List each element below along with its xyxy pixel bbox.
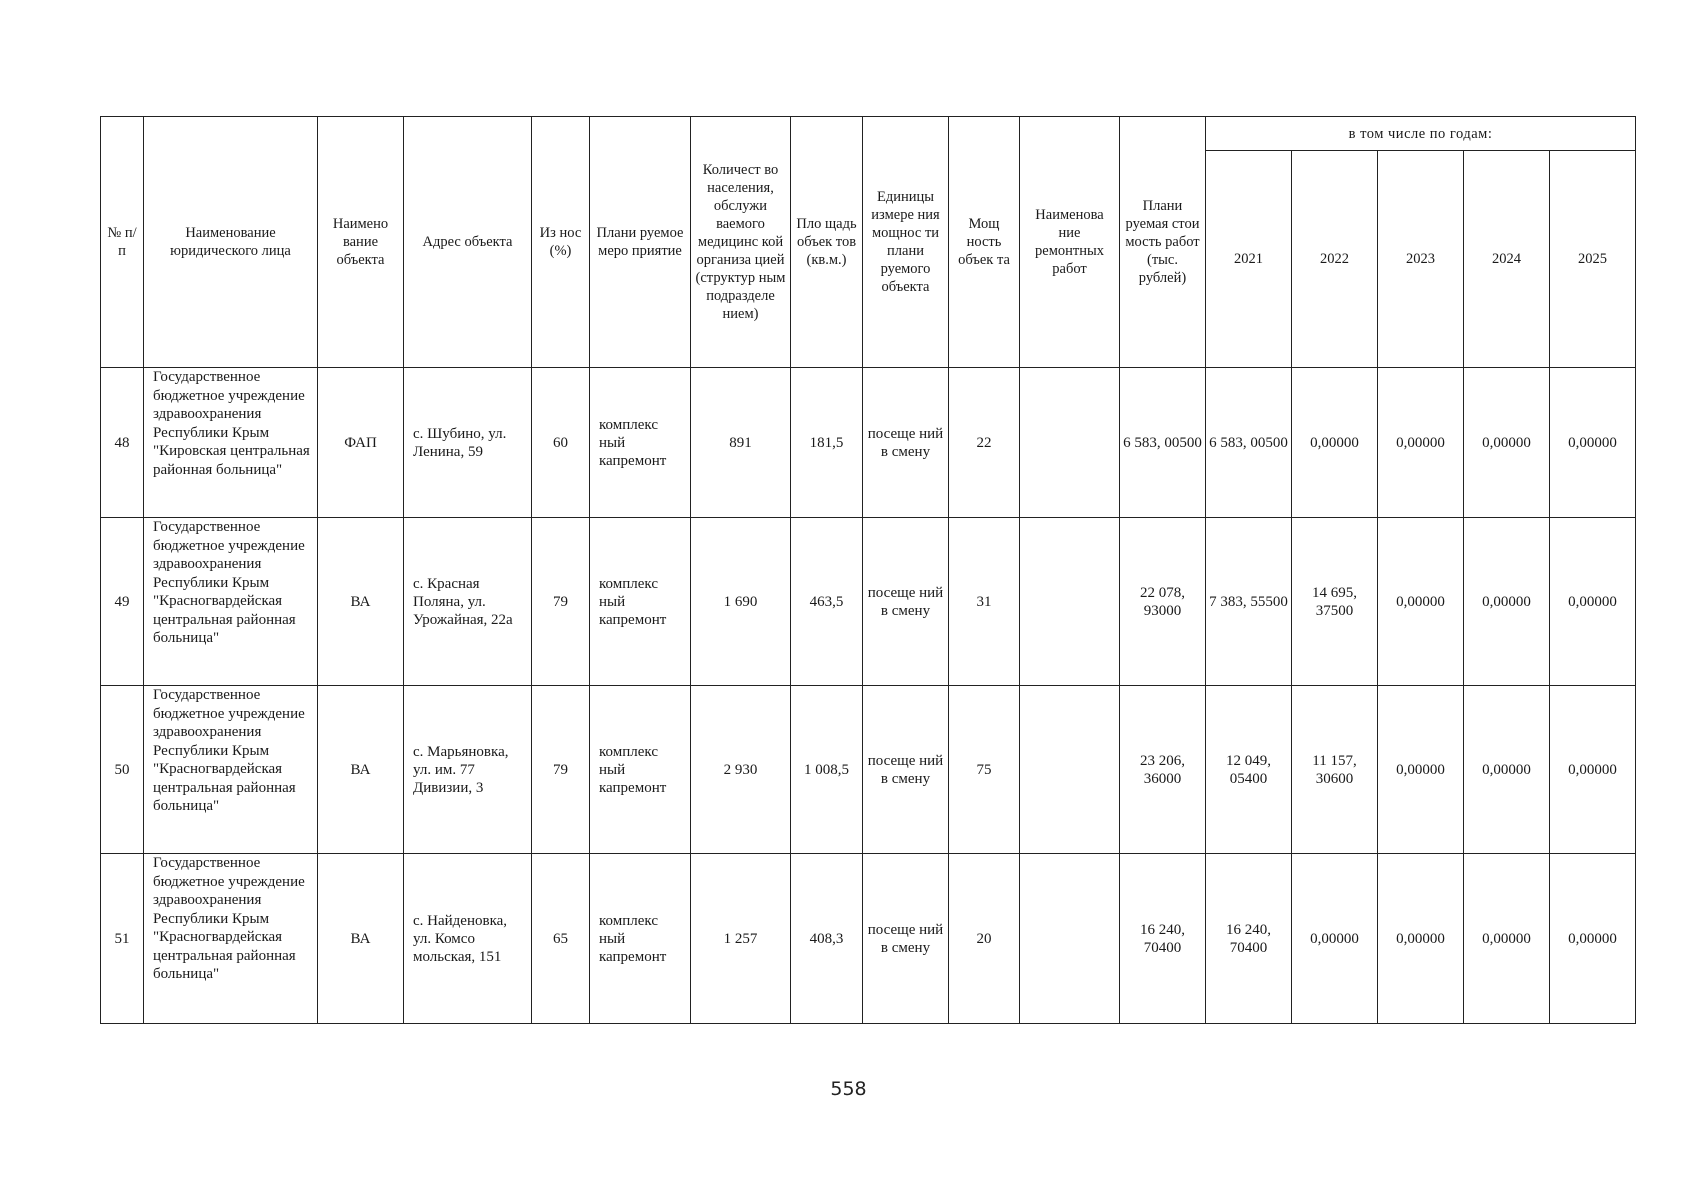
col-header-capacity-units: Единицы измере ния мощнос ти плани руемого объекта [863,117,949,368]
cell-object-name: ВА [318,518,404,686]
cell-year-2023: 0,00000 [1378,686,1464,854]
col-header-legal-name: Наименование юридического лица [144,117,318,368]
cell-population: 1 257 [691,854,791,1024]
col-header-measure: Плани руемое меро приятие [590,117,691,368]
cell-capacity: 20 [949,854,1020,1024]
cell-planned-cost: 16 240, 70400 [1120,854,1206,1024]
cell-address: с. Шубино, ул. Ленина, 59 [404,368,532,518]
cell-year-2022: 0,00000 [1292,854,1378,1024]
table-row [101,518,1636,686]
cell-area: 181,5 [791,368,863,518]
col-header-wear: Из нос (%) [532,117,590,368]
cell-population: 1 690 [691,518,791,686]
page-number: 558 [830,1078,867,1100]
cell-measure: комплекс ный капремонт [590,368,691,518]
cell-address: с. Найденовка, ул. Комсо мольская, 151 [404,854,532,1024]
cell-planned-cost: 22 078, 93000 [1120,518,1206,686]
cell-repair-works [1020,368,1120,518]
cell-year-2021: 12 049, 05400 [1206,686,1292,854]
cell-capacity: 22 [949,368,1020,518]
table-row [101,854,1636,1024]
cell-area: 463,5 [791,518,863,686]
cell-wear: 79 [532,518,590,686]
col-header-planned-cost: Плани руемая стои мость работ (тыс. рублей) [1120,117,1206,368]
cell-planned-cost: 6 583, 00500 [1120,368,1206,518]
cell-num: 51 [101,854,144,1024]
header-row-top [101,117,1636,151]
cell-year-2024: 0,00000 [1464,518,1550,686]
col-header-address: Адрес объекта [404,117,532,368]
col-header-year-2025: 2025 [1550,151,1636,368]
cell-wear: 65 [532,854,590,1024]
cell-year-2022: 14 695, 37500 [1292,518,1378,686]
cell-legal-name: Государственное бюджетное учреждение здравоохранения Республики Крым "Кировская центральная районная больница" [144,368,318,518]
cell-object-name: ВА [318,686,404,854]
cell-wear: 79 [532,686,590,854]
col-header-year-2024: 2024 [1464,151,1550,368]
col-header-year-2023: 2023 [1378,151,1464,368]
cell-year-2023: 0,00000 [1378,854,1464,1024]
cell-year-2025: 0,00000 [1550,368,1636,518]
cell-num: 49 [101,518,144,686]
cell-legal-name: Государственное бюджетное учреждение здравоохранения Республики Крым "Красногвардейская центральная районная больница" [144,686,318,854]
cell-year-2024: 0,00000 [1464,686,1550,854]
cell-repair-works [1020,686,1120,854]
col-header-population: Количест во населения, обслужи ваемого медицинс кой организа цией (структур ным подразделе нием) [691,117,791,368]
cell-num: 48 [101,368,144,518]
repair-plan-table [100,116,1636,1024]
cell-year-2021: 16 240, 70400 [1206,854,1292,1024]
cell-address: с. Марьяновка, ул. им. 77 Дивизии, 3 [404,686,532,854]
col-header-years-caption: в том числе по годам: [1206,117,1636,151]
cell-capacity-units: посеще ний в смену [863,368,949,518]
cell-capacity-units: посеще ний в смену [863,518,949,686]
cell-population: 2 930 [691,686,791,854]
col-header-object-name: Наимено вание объекта [318,117,404,368]
cell-area: 408,3 [791,854,863,1024]
cell-num: 50 [101,686,144,854]
cell-legal-name: Государственное бюджетное учреждение здравоохранения Республики Крым "Красногвардейская центральная районная больница" [144,518,318,686]
cell-capacity: 75 [949,686,1020,854]
cell-year-2023: 0,00000 [1378,518,1464,686]
cell-capacity: 31 [949,518,1020,686]
cell-capacity-units: посеще ний в смену [863,854,949,1024]
cell-measure: комплекс ный капремонт [590,854,691,1024]
cell-year-2021: 6 583, 00500 [1206,368,1292,518]
cell-object-name: ФАП [318,368,404,518]
cell-planned-cost: 23 206, 36000 [1120,686,1206,854]
cell-year-2024: 0,00000 [1464,368,1550,518]
cell-year-2024: 0,00000 [1464,854,1550,1024]
cell-object-name: ВА [318,854,404,1024]
cell-wear: 60 [532,368,590,518]
table-row [101,686,1636,854]
cell-area: 1 008,5 [791,686,863,854]
col-header-year-2022: 2022 [1292,151,1378,368]
cell-year-2022: 0,00000 [1292,368,1378,518]
col-header-area: Пло щадь объек тов (кв.м.) [791,117,863,368]
cell-year-2021: 7 383, 55500 [1206,518,1292,686]
cell-capacity-units: посеще ний в смену [863,686,949,854]
cell-repair-works [1020,854,1120,1024]
cell-year-2025: 0,00000 [1550,686,1636,854]
table-row [101,368,1636,518]
col-header-year-2021: 2021 [1206,151,1292,368]
col-header-repair-works: Наименова ние ремонтных работ [1020,117,1120,368]
cell-measure: комплекс ный капремонт [590,518,691,686]
cell-address: с. Красная Поляна, ул. Урожайная, 22а [404,518,532,686]
cell-year-2025: 0,00000 [1550,854,1636,1024]
cell-year-2022: 11 157, 30600 [1292,686,1378,854]
col-header-capacity: Мощ ность объек та [949,117,1020,368]
cell-population: 891 [691,368,791,518]
cell-year-2025: 0,00000 [1550,518,1636,686]
cell-repair-works [1020,518,1120,686]
col-header-num: № п/п [101,117,144,368]
cell-legal-name: Государственное бюджетное учреждение здравоохранения Республики Крым "Красногвардейская центральная районная больница" [144,854,318,1024]
cell-measure: комплекс ный капремонт [590,686,691,854]
cell-year-2023: 0,00000 [1378,368,1464,518]
